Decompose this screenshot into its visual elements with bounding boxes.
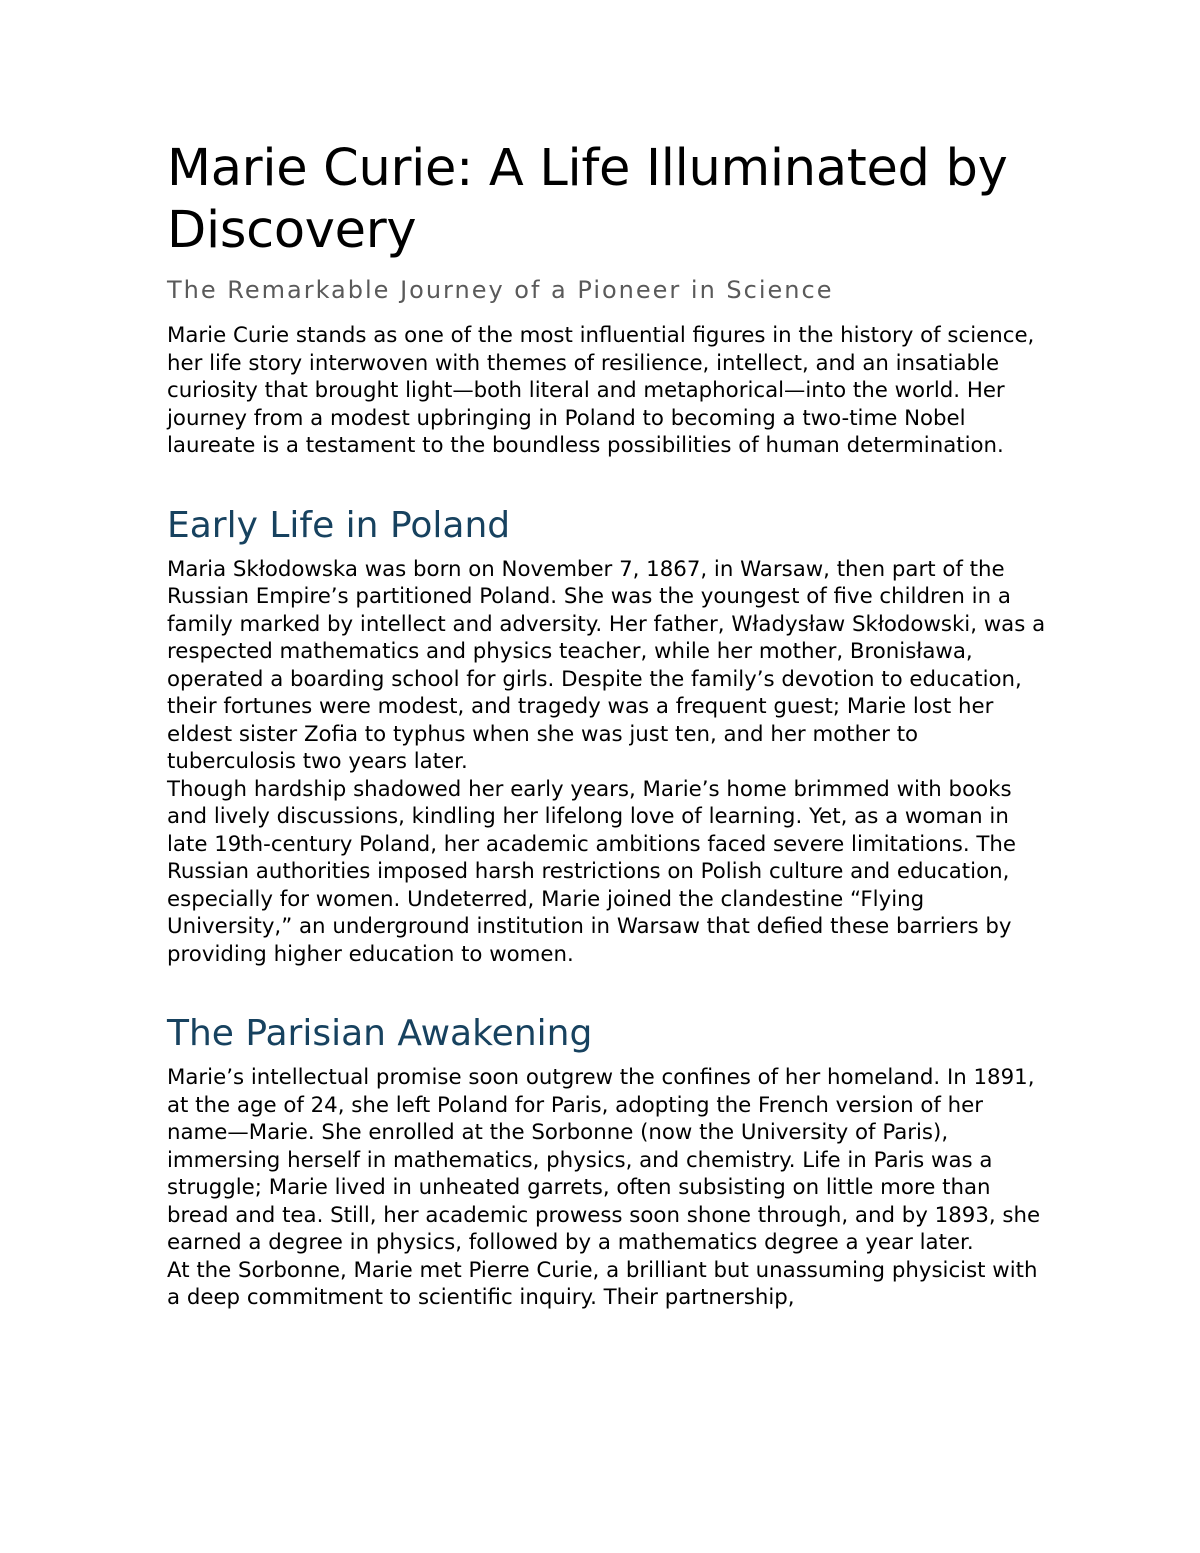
- document-title: Marie Curie: A Life Illuminated by Discovery: [167, 139, 1008, 260]
- section-heading-early-life: Early Life in Poland: [167, 504, 511, 546]
- early-life-paragraph-1: Maria Skłodowska was born on November 7, 1867, in Warsaw, then part of the Russian Empire’s partitioned Poland. She was the youngest of five children in a family marked by intellect and adversity. Her father, Władysław Skłodowski, was a respected mathematics and physics teacher, while her mother, Bronisława, operated a boarding school for girls. Despite the family’s devotion to education, their fortunes were modest, and tragedy was a frequent guest; Marie lost her eldest sister Zofia to typhus when she was just ten, and her mother to tuberculosis two years later.: [167, 556, 1046, 774]
- intro-paragraph: Marie Curie stands as one of the most influential figures in the history of science, her life story interwoven with themes of resilience, intellect, and an insatiable curiosity that brought light—both literal and metaphorical—into the world. Her journey from a modest upbringing in Poland to becoming a two-time Nobel laureate is a testament to the boundless possibilities of human determination.: [167, 323, 1035, 458]
- early-life-paragraph-2: Though hardship shadowed her early years, Marie’s home brimmed with books and lively discussions, kindling her lifelong love of learning. Yet, as a woman in late 19th-century Poland, her academic ambitions faced severe limitations. The Russian authorities imposed harsh restrictions on Polish culture and education, especially for women. Undeterred, Marie joined the clandestine “Flying University,” an underground institution in Warsaw that defied these barriers by providing higher education to women.: [167, 776, 1016, 967]
- document-subtitle: The Remarkable Journey of a Pioneer in Science: [167, 276, 834, 304]
- parisian-paragraph-1: Marie’s intellectual promise soon outgrew the confines of her homeland. In 1891, at the age of 24, she left Poland for Paris, adopting the French version of her name—Marie. She enrolled at the Sorbonne (now the University of Paris), immersing herself in mathematics, physics, and chemistry. Life in Paris was a struggle; Marie lived in unheated garrets, often subsisting on little more than bread and tea. Still, her academic prowess soon shone through, and by 1893, she earned a degree in physics, followed by a mathematics degree a year later.: [167, 1065, 1041, 1255]
- section-parisian-awakening: [167, 1008, 1047, 1312]
- section-early-life: [167, 500, 1047, 969]
- document-page: [167, 138, 1047, 1312]
- section-heading-parisian-awakening: The Parisian Awakening: [167, 1013, 593, 1054]
- parisian-paragraph-2: At the Sorbonne, Marie met Pierre Curie, a brilliant but unassuming physicist with a deep commitment to scientific inquiry. Their partnership,: [167, 1257, 1038, 1310]
